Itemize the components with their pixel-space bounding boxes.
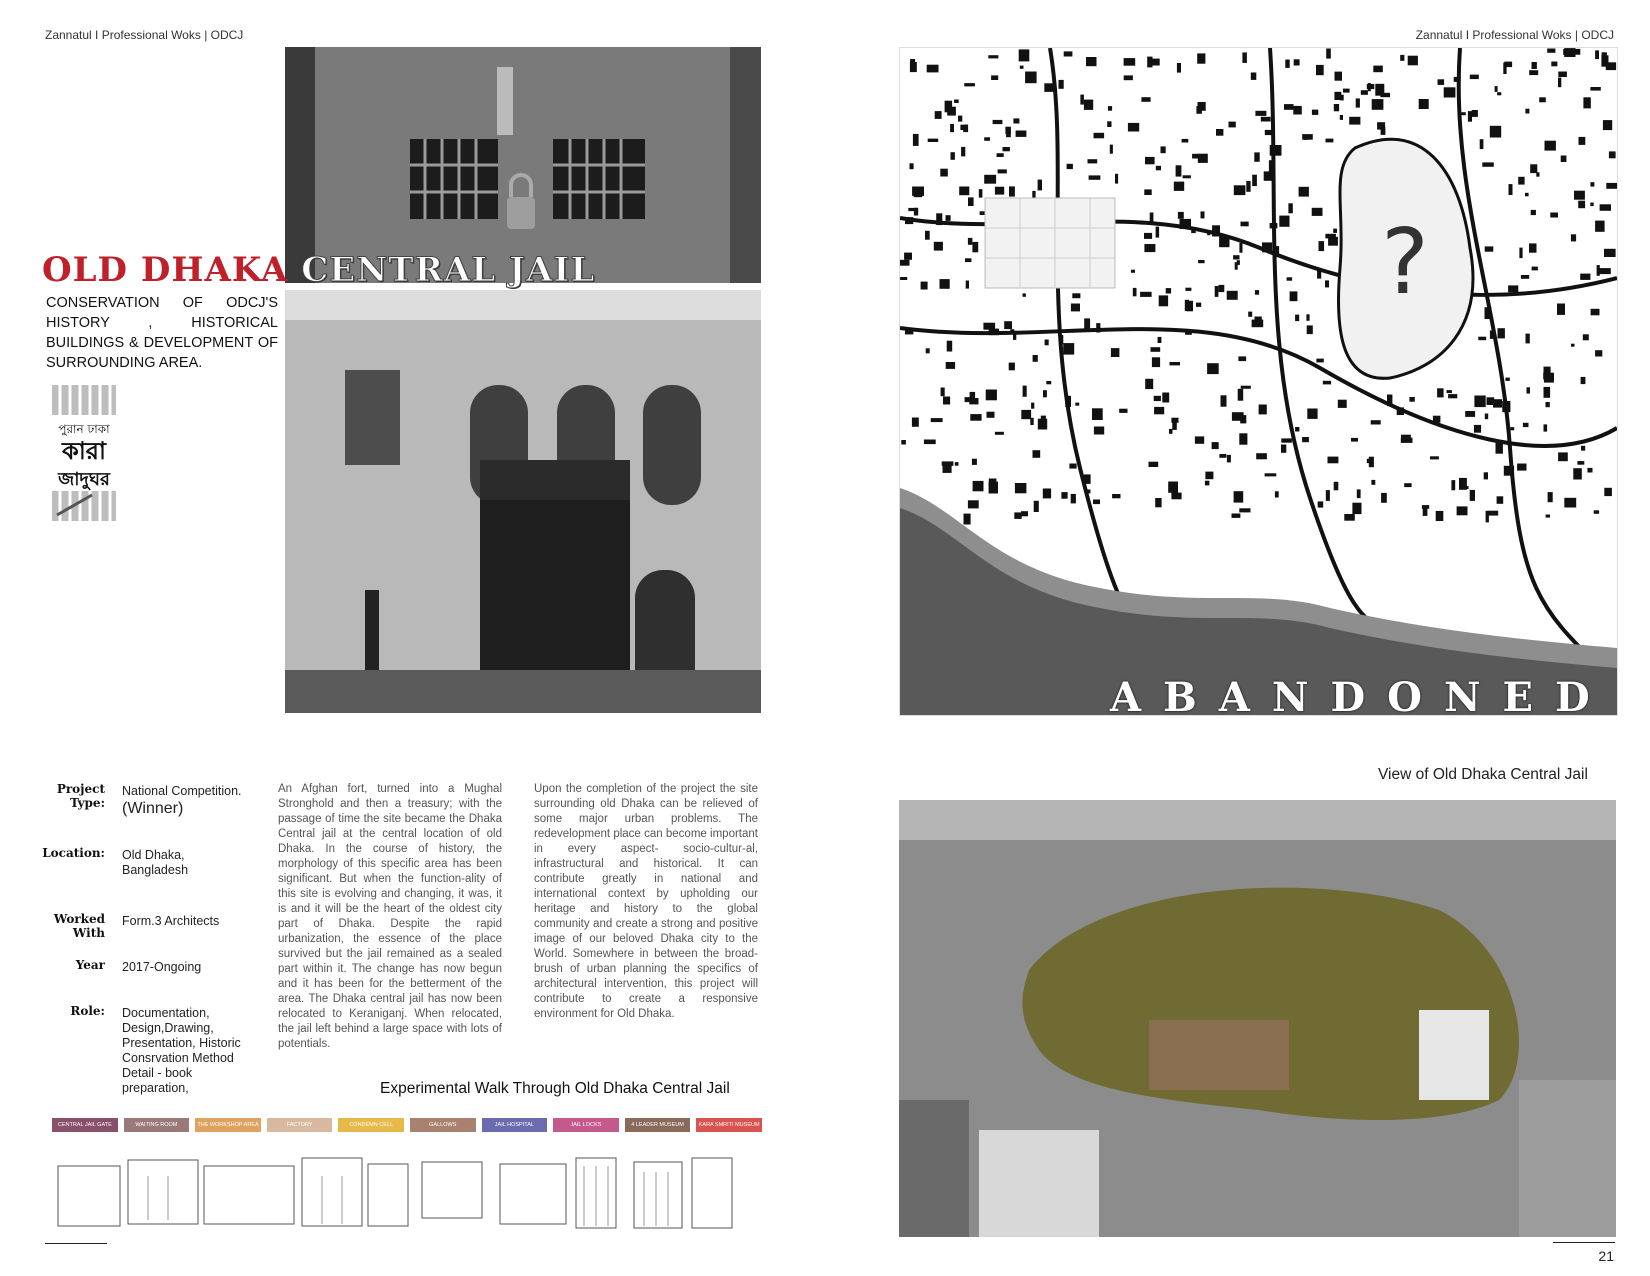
map-question-mark: ? — [1381, 210, 1429, 315]
walk-tag-row — [52, 1118, 762, 1132]
logo-line-2: কারা — [62, 437, 106, 465]
walk-tag: WAITING ROOM — [124, 1118, 190, 1132]
map-label-abandoned: ABANDONED — [1110, 674, 1612, 721]
walk-tag: CENTRAL JAIL GATE — [52, 1118, 118, 1132]
walk-tag: KARA SMRITI MUSEUM — [696, 1118, 762, 1132]
value-project-type-winner: (Winner) — [122, 800, 184, 817]
label-year: Year — [75, 958, 105, 972]
walk-tag: GALLOWS — [410, 1118, 476, 1132]
description-paragraph-1: An Afghan fort, turned into a Mughal Stronghold and then a treasury; with the passage of time the site became the Dhaka Central jail at the central location of old Dhaka. In the course of history, the morphology of this specific area has been significant. But when the function-ality of this site is evolving and changing, it was, it is and it will be the heart of the oldest city part of Dhaka. Despite the rapid urbanization, the essence of the place survived but the jail remained as a sealed part within it. The change has now begun and it has been for the betterment of the area. The Dhaka central jail has now been relocated to Keraniganj. When relocated, the jail left behind a large space with lots of potentials. — [278, 783, 502, 1050]
label-role: Role: — [70, 1004, 105, 1018]
label-location: Location: — [42, 846, 105, 860]
walk-tag: CONDEMN CELL — [338, 1118, 404, 1132]
label-worked-with: Worked With — [53, 912, 105, 940]
left-running-head: Zannatul I Professional Woks | ODCJ — [45, 28, 244, 42]
label-project-type: Project Type: — [56, 782, 105, 810]
walk-tag: JAIL LOCKS — [553, 1118, 619, 1132]
right-footer-rule — [1553, 1242, 1615, 1243]
value-location: Old Dhaka, Bangladesh — [122, 848, 189, 877]
walk-tag: 4 LEADER MUSEUM — [625, 1118, 691, 1132]
logo-line-3: জাদুঘর — [58, 469, 110, 490]
walk-sketch-strip — [52, 1118, 762, 1236]
logo-line-1: পুরান ঢাকা — [58, 422, 110, 436]
aerial-view-title: View of Old Dhaka Central Jail — [1378, 766, 1588, 783]
value-worked-with: Form.3 Architects — [122, 914, 220, 928]
description-paragraph-2: Upon the completion of the project the site surrounding old Dhaka can be relieved of some major urban problems. The redevelopment place can become important in every aspect- socio-cultur-al, infrastructural and historical. It can contribute greatly in national and international context by upholding our heritage and history to the global community and create a strong and positive image of our beloved Dhaka city to the World. Somewhere in between the broad-brush of urban planning the specifics of architectural intervention, this project will contribute to create a responsive environment for Old Dhaka. — [534, 783, 758, 1020]
jail-building-photo — [285, 290, 761, 713]
walk-title: Experimental Walk Through Old Dhaka Central Jail — [380, 1080, 730, 1097]
page-number: 21 — [1598, 1248, 1614, 1264]
right-running-head: Zannatul I Professional Woks | ODCJ — [1415, 28, 1614, 42]
value-year: 2017-Ongoing — [122, 960, 202, 974]
kara-museum-logo — [52, 385, 116, 521]
title-part-old-dhaka: OLD DHAKA — [42, 250, 289, 290]
project-title — [42, 250, 595, 290]
project-subtitle: CONSERVATION OF ODCJ'S HISTORY , HISTORICAL BUILDINGS & DEVELOPMENT OF SURROUNDING AREA. — [46, 295, 278, 371]
title-part-central-jail: CENTRAL JAIL — [301, 250, 596, 290]
figure-ground-map — [899, 47, 1618, 716]
value-role: Documentation, Design,Drawing, Presentation, Historic Consrvation Method Detail - book preparation, — [122, 1006, 241, 1095]
value-project-type: National Competition. — [122, 784, 242, 798]
walk-tag: FACTORY — [267, 1118, 333, 1132]
walk-tag: THE WORKSHOP AREA — [195, 1118, 261, 1132]
jail-door-photo — [285, 47, 761, 283]
aerial-photo — [899, 800, 1616, 1237]
left-footer-rule — [45, 1243, 107, 1244]
walk-tag: JAIL HOSPITAL — [482, 1118, 548, 1132]
